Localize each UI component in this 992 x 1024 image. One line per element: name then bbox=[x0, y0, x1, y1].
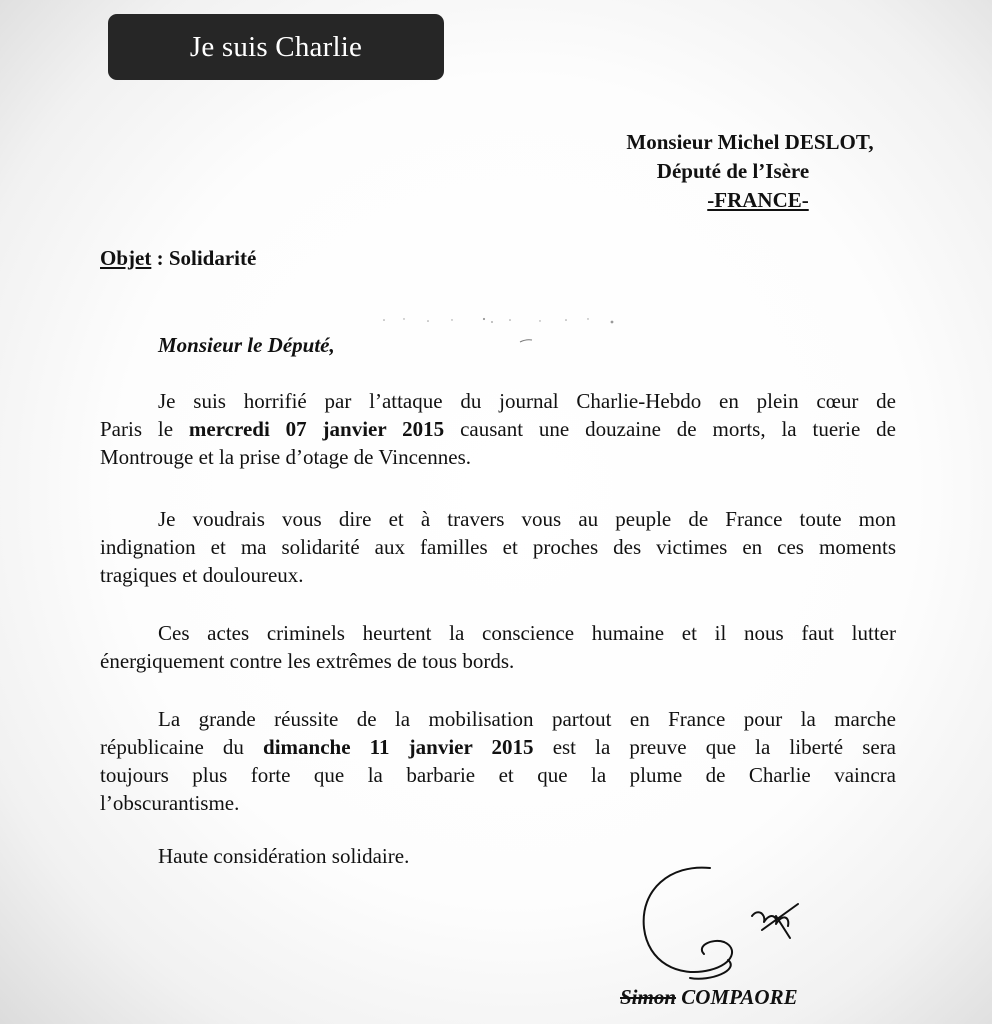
p1-line-3: Montrouge et la prise d’otage de Vincennes. bbox=[100, 445, 471, 469]
p4-date: dimanche 11 janvier 2015 bbox=[263, 735, 534, 759]
subject-label: Objet bbox=[100, 246, 152, 270]
recipient-name: Monsieur Michel DESLOT, bbox=[626, 130, 874, 154]
subject-value: Solidarité bbox=[168, 246, 257, 270]
p4-line-2-post: est la preuve que la liberté sera bbox=[533, 735, 897, 759]
handwritten-signature bbox=[600, 850, 820, 1000]
recipient-country: -FRANCE- bbox=[707, 188, 809, 212]
salutation: Monsieur le Député, bbox=[158, 333, 335, 357]
p4-line-1: La grande réussite de la mobilisation partout en France pour la marche bbox=[158, 707, 896, 731]
signer-last-name: COMPAORE bbox=[681, 985, 798, 1009]
subject-line bbox=[100, 246, 256, 271]
recipient-block bbox=[560, 128, 940, 215]
recipient-title: Député de l’Isère bbox=[656, 159, 810, 183]
subject-separator: : bbox=[151, 246, 169, 270]
p2-line-2: indignation et ma solidarité aux familles et proches des victimes en ces moments bbox=[100, 535, 896, 559]
p2-line-3: tragiques et douloureux. bbox=[100, 563, 304, 587]
p1-line-1: Je suis horrifié par l’attaque du journal Charlie-Hebdo en plein cœur de bbox=[158, 389, 896, 413]
banner-text: Je suis Charlie bbox=[189, 30, 363, 63]
p4-line-2-pre: républicaine du bbox=[100, 735, 264, 759]
p1-line-2-post: causant une douzaine de morts, la tuerie de bbox=[444, 417, 896, 441]
p1-date: mercredi 07 janvier 2015 bbox=[188, 417, 445, 441]
paragraph-2 bbox=[100, 505, 896, 589]
signer-first-name: Simon bbox=[620, 985, 677, 1009]
p1-line-2-pre: Paris le bbox=[100, 417, 189, 441]
paragraph-4 bbox=[100, 705, 896, 817]
p3-line-1: Ces actes criminels heurtent la conscience humaine et il nous faut lutter bbox=[158, 621, 896, 645]
paragraph-1 bbox=[100, 387, 896, 471]
p3-line-2: énergiquement contre les extrêmes de tous bords. bbox=[100, 649, 515, 673]
scan-specks bbox=[380, 314, 640, 354]
paragraph-3 bbox=[100, 619, 896, 675]
p4-line-2 bbox=[100, 733, 896, 761]
signer-name bbox=[620, 985, 798, 1010]
header-banner bbox=[108, 14, 444, 80]
p4-line-3: toujours plus forte que la barbarie et que la plume de Charlie vaincra bbox=[100, 763, 896, 787]
p1-line-2 bbox=[100, 415, 896, 443]
p2-line-1: Je voudrais vous dire et à travers vous au peuple de France toute mon bbox=[158, 507, 896, 531]
closing-line: Haute considération solidaire. bbox=[158, 844, 410, 868]
p4-line-4: l’obscurantisme. bbox=[100, 791, 240, 815]
